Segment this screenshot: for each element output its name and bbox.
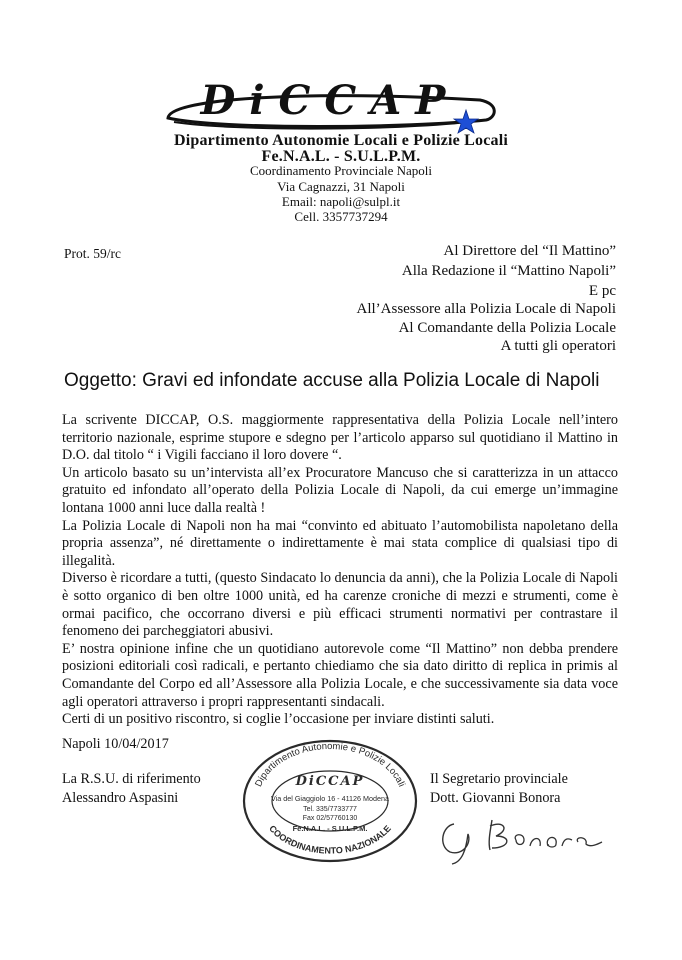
stamp-top-arc: Dipartimento Autonomie e Polizie Locali [253, 740, 407, 789]
letter-date: Napoli 10/04/2017 [62, 736, 169, 752]
official-stamp [240, 735, 420, 865]
protocol-number: Prot. 59/rc [64, 246, 121, 261]
right-signatory-name: Dott. Giovanni Bonora [430, 790, 561, 806]
addressee-line: Al Direttore del “Il Mattino” [443, 243, 616, 259]
header-federation: Fe.N.A.L. - S.U.L.P.M. [261, 148, 421, 165]
addressee-line: Al Comandante della Polizia Locale [398, 320, 616, 336]
body-paragraph: Certi di un positivo riscontro, si coglie l’occasione per inviare distinti saluti. [62, 711, 495, 728]
stamp-name: DiCCAP [295, 774, 365, 789]
body-paragraph: La scrivente DICCAP, O.S. maggiormente rappresentativa della Polizia Locale nell’intero territorio nazionale, esprime stupore e sdegno per l’articolo apparso sul quotidiano il Mattino in D.O. dal titolo “ i Vigili facciano il loro dovere “. [62, 412, 618, 464]
stamp-fax: Fax 02/57760130 [302, 815, 358, 822]
stamp-address: Via del Giaggiolo 16 - 41126 Modena [270, 794, 390, 803]
addressee-line: All’Assessore alla Polizia Locale di Napoli [356, 301, 616, 317]
letter-body [62, 412, 618, 729]
header-department: Dipartimento Autonomie Locali e Polizie Locali [173, 132, 509, 149]
subject-line: Oggetto: Gravi ed infondate accuse alla Polizia Locale di Napoli [64, 370, 600, 391]
stamp-tel: Tel. 335/7733777 [303, 806, 357, 813]
left-signatory-role: La R.S.U. di riferimento [62, 771, 201, 787]
body-paragraph: La Polizia Locale di Napoli non ha mai “convinto ed abituato l’automobilista napoletano della propria assenza”, né direttamente o indirettamente è mai stata complice di qualsiasi tipo di illegalità. [62, 517, 618, 569]
addressee-line: E pc [588, 283, 616, 299]
right-signatory-role: Il Segretario provinciale [430, 771, 568, 787]
header-address: Via Cagnazzi, 31 Napoli [277, 179, 405, 194]
left-signatory-name: Alessandro Aspasini [62, 790, 179, 806]
left-signatory [62, 770, 201, 808]
handwritten-signature [432, 806, 612, 866]
addressee-line: Alla Redazione il “Mattino Napoli” [401, 263, 616, 279]
logo-text: DiCCAP [200, 77, 460, 124]
diccap-logo [160, 70, 500, 140]
body-paragraph: Diverso è ricordare a tutti, (questo Sindacato lo denuncia da anni), che la Polizia Locale di Napoli è sotto organico di ben oltre 1000 unità, ed ha carenze croniche di mezzi e strumenti, come è ormai pacifico, che occorrano diversi e più efficaci strumenti normativi per contrastare il fenomeno dei parcheggiatori abusivi. [62, 570, 618, 640]
addressee-line: A tutti gli operatori [500, 338, 616, 354]
right-signatory [430, 770, 568, 808]
stamp-federation: Fe.N.A.L. - S.U.L.P.M. [292, 824, 368, 833]
header-phone: Cell. 3357737294 [294, 209, 388, 224]
body-paragraph: Un articolo basato su un’intervista all’ex Procuratore Mancuso che si caratterizza in un attacco gratuito ed infondato all’operato della Polizia Locale di Napoli, da cui emerge un’immagine lontana 1000 anni luce dalla realtà ! [62, 464, 618, 516]
header-email: Email: napoli@sulpl.it [281, 194, 401, 209]
stamp-bottom-arc: COORDINAMENTO NAZIONALE [267, 823, 393, 856]
header-coordination: Coordinamento Provinciale Napoli [250, 163, 432, 178]
body-paragraph: E’ nostra opinione infine che un quotidiano autorevole come “Il Mattino” non debba prendere posizioni editoriali così radicali, e pertanto chiediamo che sia dato diritto di replica in primis al Comandante del Corpo ed all’Assessore alla Polizia Locale, e che successivamente sia data voce agli operatori attraverso i propri rappresentanti sindacali. [62, 640, 618, 710]
